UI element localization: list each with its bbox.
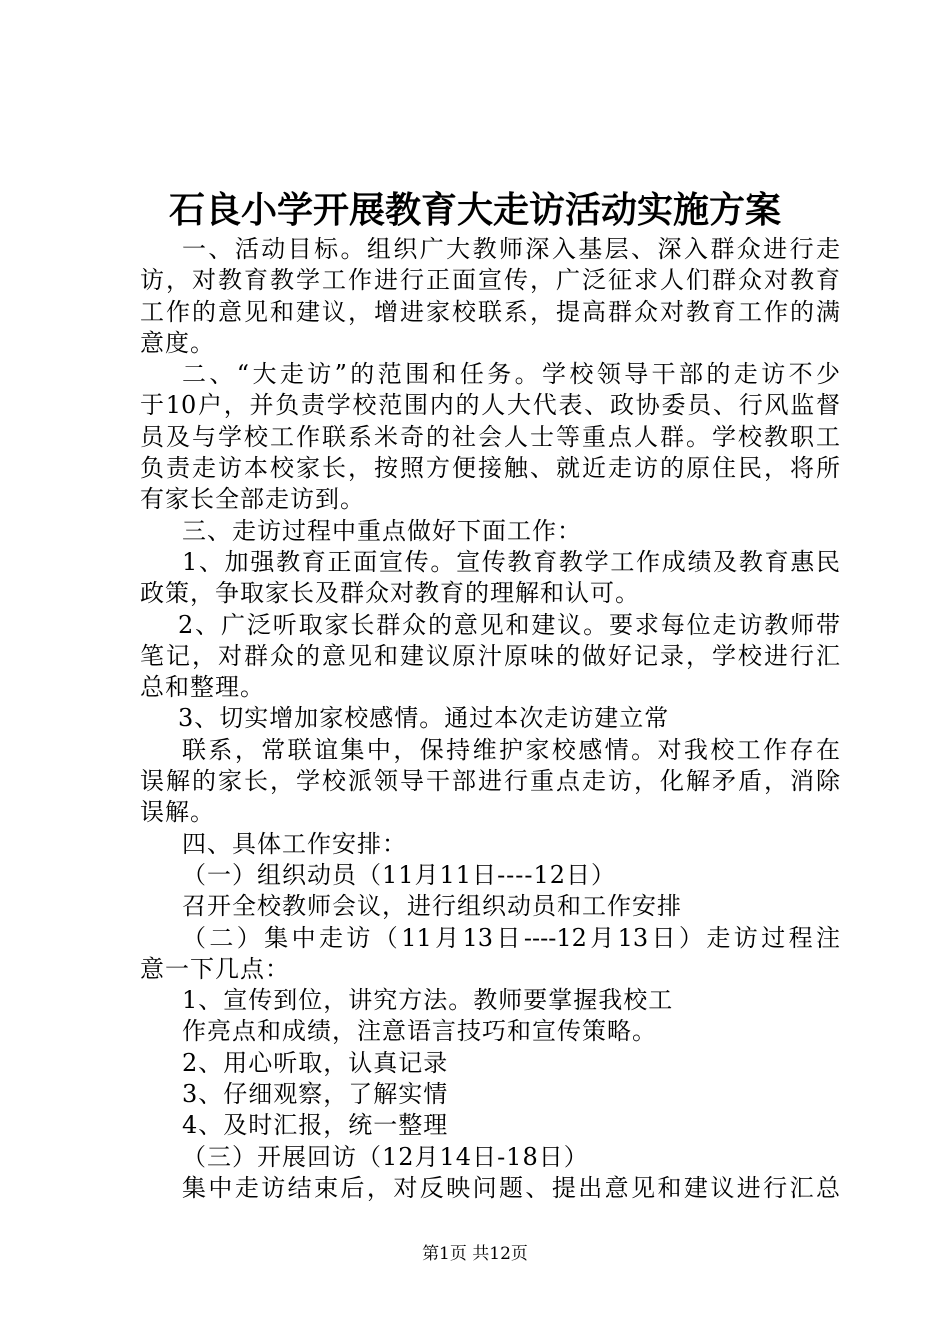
paragraph-line: 召开全校教师会议，进行组织动员和工作安排 — [182, 892, 682, 921]
paragraph-line: 负责走访本校家长，按照方便接触、就近走访的原住民，将所 — [140, 454, 840, 483]
paragraph-line: 总和整理。 — [140, 673, 265, 702]
paragraph-line: 2、广泛听取家长群众的意见和建议。要求每位走访教师带 — [178, 610, 840, 639]
document-title: 石良小学开展教育大走访活动实施方案 — [168, 189, 781, 231]
paragraph-line: 于10户，并负责学校范围内的人大代表、政协委员、行风监督 — [140, 391, 840, 420]
subsection-heading: （三）开展回访（12月14日-18日） — [182, 1142, 589, 1171]
page-number-footer: 第1页 共12页 — [422, 1244, 528, 1264]
paragraph-line: 笔记，对群众的意见和建议原汁原味的做好记录，学校进行汇 — [140, 641, 840, 670]
section-heading: 三、走访过程中重点做好下面工作： — [182, 516, 582, 545]
paragraph-line: 员及与学校工作联系米奇的社会人士等重点人群。学校教职工 — [140, 422, 840, 451]
subsection-heading: （二）集中走访（11月13日----12月13日）走访过程注 — [182, 923, 840, 952]
paragraph-line: 二、“大走访”的范围和任务。学校领导干部的走访不少 — [182, 360, 840, 389]
subsection-heading: （一）组织动员（11月11日----12日） — [182, 860, 617, 889]
paragraph-line: 集中走访结束后，对反映问题、提出意见和建议进行汇总 — [182, 1173, 840, 1202]
paragraph-line: 有家长全部走访到。 — [140, 485, 365, 514]
paragraph-line: 意度。 — [140, 328, 215, 357]
paragraph-line: 意一下几点： — [140, 954, 290, 983]
list-item: 2、用心听取，认真记录 — [182, 1048, 449, 1077]
list-item: 3、仔细观察，了解实情 — [182, 1080, 449, 1109]
paragraph-line: 访，对教育教学工作进行正面宣传，广泛征求人们群众对教育 — [140, 266, 840, 295]
paragraph-line: 政策，争取家长及群众对教育的理解和认可。 — [140, 579, 640, 608]
paragraph-line: 工作的意见和建议，增进家校联系，提高群众对教育工作的满 — [140, 297, 840, 326]
list-item: 1、宣传到位，讲究方法。教师要掌握我校工 — [182, 986, 674, 1015]
list-item: 4、及时汇报，统一整理 — [182, 1111, 449, 1140]
paragraph-line: 一、活动目标。组织广大教师深入基层、深入群众进行走 — [182, 235, 840, 263]
paragraph-line: 作亮点和成绩，注意语言技巧和宣传策略。 — [182, 1017, 657, 1046]
paragraph-line: 1、加强教育正面宣传。宣传教育教学工作成绩及教育惠民 — [182, 547, 840, 576]
paragraph-line: 误解的家长，学校派领导干部进行重点走访，化解矛盾，消除 — [140, 767, 840, 796]
section-heading: 四、具体工作安排： — [182, 829, 407, 858]
document-body — [140, 234, 840, 1204]
paragraph-line: 3、切实增加家校感情。通过本次走访建立常 — [178, 704, 670, 733]
paragraph-line: 误解。 — [140, 798, 215, 827]
paragraph-line: 联系，常联谊集中，保持维护家校感情。对我校工作存在 — [182, 735, 840, 764]
